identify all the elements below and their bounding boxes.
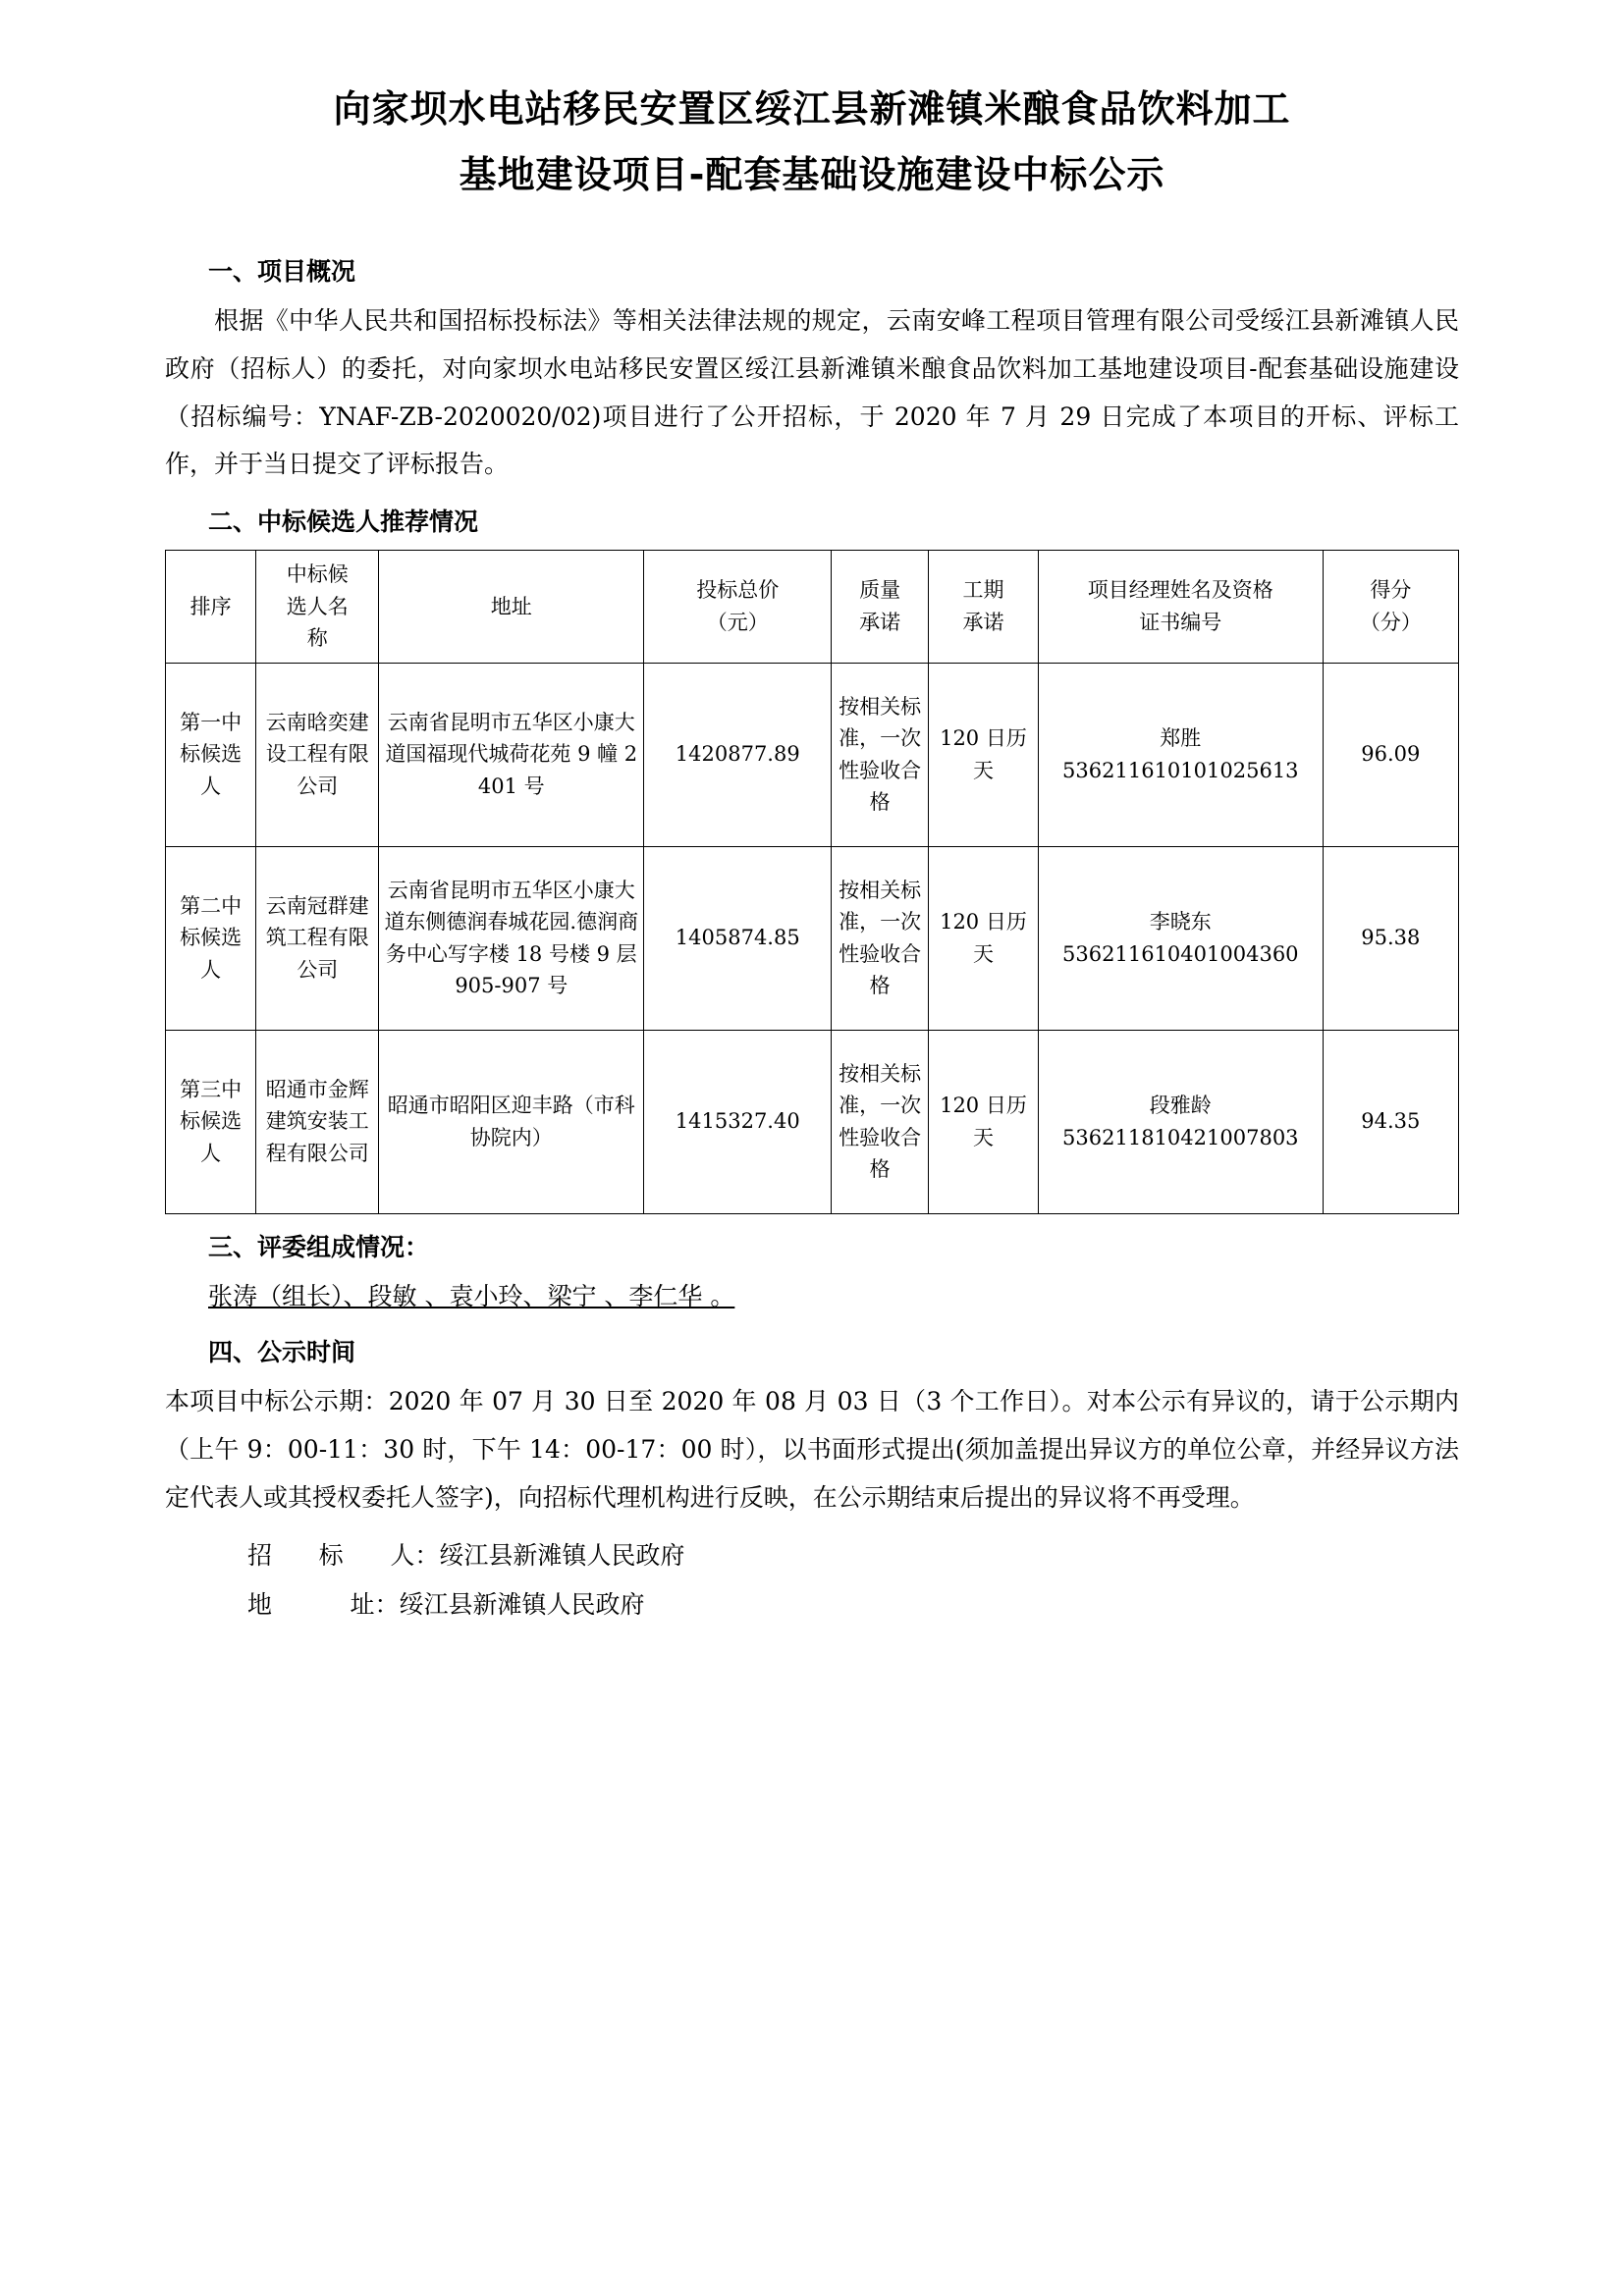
table-header-quality-l2: 承诺	[859, 610, 901, 634]
cell-duration: 120 日历天	[929, 1030, 1039, 1213]
table-header-row	[166, 551, 1459, 664]
table-header-name-l2: 选人名	[286, 594, 349, 618]
cell-price: 1415327.40	[644, 1030, 832, 1213]
table-header-price-l1: 投标总价	[696, 578, 780, 603]
table-header-price	[644, 551, 832, 664]
cell-rank: 第三中标候选人	[166, 1030, 256, 1213]
table-header-name-l1: 中标候	[286, 562, 349, 586]
table-row	[166, 663, 1459, 846]
table-header-manager-l1: 项目经理姓名及资格	[1087, 578, 1273, 603]
cell-address: 云南省昆明市五华区小康大道东侧德润春城花园.德润商务中心写字楼 18 号楼 9 层 905-907 号	[379, 846, 644, 1030]
cell-quality: 按相关标准，一次性验收合格	[832, 663, 929, 846]
cell-price: 1405874.85	[644, 846, 832, 1030]
cell-address: 昭通市昭阳区迎丰路（市科协院内）	[379, 1030, 644, 1213]
bid-candidates-table	[165, 550, 1459, 1214]
table-header-name-l3: 称	[306, 626, 328, 651]
table-row	[166, 1030, 1459, 1213]
table-header-quality-l1: 质量	[859, 578, 901, 603]
cell-manager-cert: 536211810421007803	[1062, 1125, 1299, 1149]
table-header-score-l1: 得分	[1370, 578, 1412, 603]
cell-duration: 120 日历天	[929, 846, 1039, 1030]
table-header-manager-l2: 证书编号	[1139, 610, 1222, 634]
cell-quality: 按相关标准，一次性验收合格	[832, 846, 929, 1030]
cell-manager	[1038, 1030, 1323, 1213]
table-header-price-l2: （元）	[706, 610, 769, 634]
table-header-duration-l1: 工期	[962, 578, 1004, 603]
cell-rank: 第一中标候选人	[166, 663, 256, 846]
table-header-rank: 排序	[166, 551, 256, 664]
section-heading-candidates: 二、中标候选人推荐情况	[208, 507, 479, 536]
page-title	[165, 77, 1459, 207]
cell-manager-name: 郑胜	[1160, 726, 1202, 751]
page-title-line-2: 基地建设项目-配套基础设施建设中标公示	[459, 152, 1165, 196]
cell-quality: 按相关标准，一次性验收合格	[832, 1030, 929, 1213]
cell-price: 1420877.89	[644, 663, 832, 846]
table-header-name	[256, 551, 379, 664]
cell-score: 95.38	[1323, 846, 1458, 1030]
table-row	[166, 846, 1459, 1030]
cell-manager-cert: 536211610401004360	[1062, 941, 1299, 966]
cell-duration: 120 日历天	[929, 663, 1039, 846]
table-header-manager	[1038, 551, 1323, 664]
cell-score: 96.09	[1323, 663, 1458, 846]
table-header-duration-l2: 承诺	[962, 610, 1004, 634]
tenderer-line: 招 标 人：绥江县新滩镇人民政府	[247, 1541, 685, 1571]
table-header-duration	[929, 551, 1039, 664]
section-heading-publicity: 四、公示时间	[208, 1338, 356, 1367]
cell-rank: 第二中标候选人	[166, 846, 256, 1030]
table-header-quality	[832, 551, 929, 664]
committee-members	[165, 1273, 1459, 1320]
cell-score: 94.35	[1323, 1030, 1458, 1213]
cell-name: 云南冠群建筑工程有限公司	[256, 846, 379, 1030]
table-header-address: 地址	[379, 551, 644, 664]
cell-manager-name: 段雅龄	[1149, 1094, 1212, 1118]
committee-members-text: 张涛（组长）、段敏 、袁小玲、梁宁 、李仁华 。	[208, 1281, 735, 1310]
cell-name: 昭通市金辉建筑安装工程有限公司	[256, 1030, 379, 1213]
table-header-score	[1323, 551, 1458, 664]
cell-address: 云南省昆明市五华区小康大道国福现代城荷花苑 9 幢 2401 号	[379, 663, 644, 846]
cell-manager	[1038, 846, 1323, 1030]
cell-manager-cert: 536211610101025613	[1062, 758, 1299, 782]
cell-manager-name: 李晓东	[1149, 910, 1212, 934]
section-text-publicity: 本项目中标公示期：2020 年 07 月 30 日至 2020 年 08 月 03 日（3 个工作日）。对本公示有异议的，请于公示期内（上午 9：00-11：30 时，下午 14：00-17：00 时），以书面形式提出(须加盖提出异议方的单位公章，并经异议方法定代表人或其授权委托人签字)，向招标代理机构进行反映，在公示期结束后提出的异议将不再受理。	[165, 1387, 1459, 1512]
section-heading-committee: 三、评委组成情况：	[208, 1232, 430, 1261]
cell-name: 云南晗奕建设工程有限公司	[256, 663, 379, 846]
section-text-overview: 根据《中华人民共和国招标投标法》等相关法律法规的规定，云南安峰工程项目管理有限公司受绥江县新滩镇人民政府（招标人）的委托，对向家坝水电站移民安置区绥江县新滩镇米酿食品饮料加工基地建设项目-配套基础设施建设（招标编号：YNAF-ZB-2020020/02)项目进行了公开招标，于 2020 年 7 月 29 日完成了本项目的开标、评标工作，并于当日提交了评标报告。	[165, 306, 1459, 479]
address-line: 地 址：绥江县新滩镇人民政府	[247, 1590, 645, 1620]
section-heading-overview: 一、项目概况	[208, 257, 356, 286]
page-title-line-1: 向家坝水电站移民安置区绥江县新滩镇米酿食品饮料加工	[333, 87, 1291, 131]
table-header-score-l2: （分）	[1359, 610, 1422, 634]
cell-manager	[1038, 663, 1323, 846]
